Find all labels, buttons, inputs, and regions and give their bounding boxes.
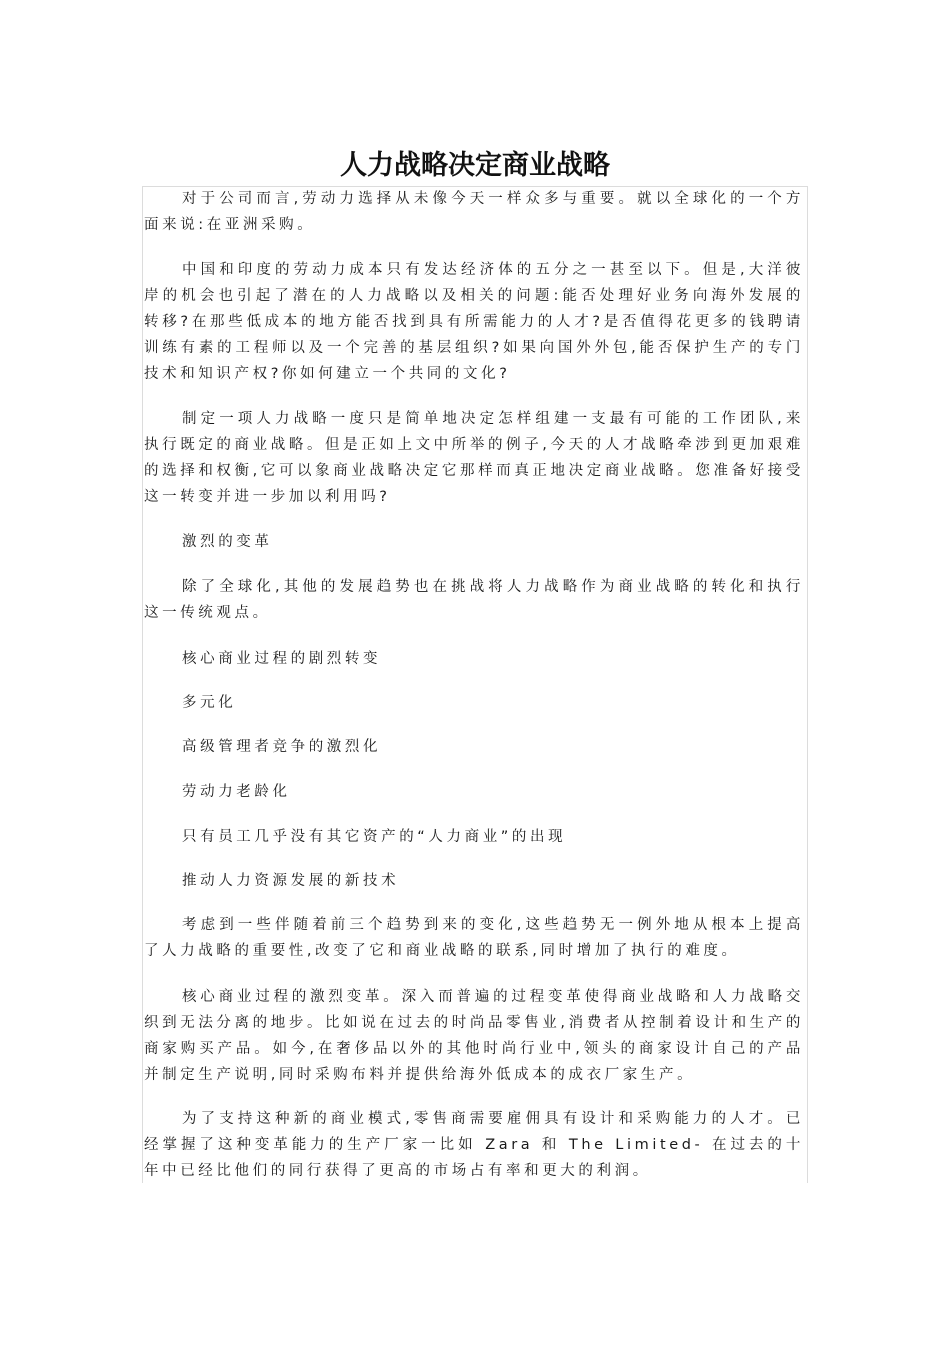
paragraph-3: 制定一项人力战略一度只是简单地决定怎样组建一支最有可能的工作团队,来执行既定的商业战略。但是正如上文中所举的例子,今天的人才战略牵涉到更加艰难的选择和权衡,它可以象商业战略决定它那样而真正地决定商业战略。您准备好接受这一转变并进一步加以利用吗?	[144, 411, 804, 505]
paragraph-6: 核心商业过程的激烈变革。深入而普遍的过程变革使得商业战略和人力战略交织到无法分离的地步。比如说在过去的时尚品零售业,消费者从控制着设计和生产的商家购买产品。如今,在奢侈品以外的其他时尚行业中,领头的商家设计自己的产品并制定生产说明,同时采购布料并提供给海外低成本的成衣厂家生产。	[144, 989, 804, 1083]
paragraph-4: 除了全球化,其他的发展趋势也在挑战将人力战略作为商业战略的转化和执行这一传统观点。	[144, 579, 804, 621]
trend-item-2: 多元化	[182, 695, 237, 711]
paragraph-2: 中国和印度的劳动力成本只有发达经济体的五分之一甚至以下。但是,大洋彼岸的机会也引起了潜在的人力战略以及相关的问题:能否处理好业务向海外发展的转移?在那些低成本的地方能否找到具有所需能力的人才?是否值得花更多的钱聘请训练有素的工程师以及一个完善的基层组织?如果向国外外包,能否保护生产的专门技术和知识产权?你如何建立一个共同的文化?	[144, 262, 804, 382]
paragraph-1: 对于公司而言,劳动力选择从未像今天一样众多与重要。就以全球化的一个方面来说:在亚洲采购。	[144, 191, 804, 233]
trend-item-4: 劳动力老龄化	[182, 784, 291, 800]
paragraph-5: 考虑到一些伴随着前三个趋势到来的变化,这些趋势无一例外地从根本上提高了人力战略的重要性,改变了它和商业战略的联系,同时增加了执行的难度。	[144, 917, 804, 959]
trend-item-5: 只有员工几乎没有其它资产的“人力商业”的出现	[182, 829, 567, 845]
trend-item-6: 推动人力资源发展的新技术	[182, 873, 400, 889]
trend-item-1: 核心商业过程的剧烈转变	[182, 651, 382, 667]
section-heading-radical-change: 激烈的变革	[182, 534, 273, 550]
document-title: 人力战略决定商业战略	[340, 150, 610, 182]
paragraph-7: 为了支持这种新的商业模式,零售商需要雇佣具有设计和采购能力的人才。已经掌握了这种变革能力的生产厂家一比如 Zara 和 The Limited- 在过去的十年中已经比他们的同行获得了更高的市场占有率和更大的利润。	[144, 1111, 804, 1179]
trend-item-3: 高级管理者竞争的激烈化	[182, 739, 382, 755]
